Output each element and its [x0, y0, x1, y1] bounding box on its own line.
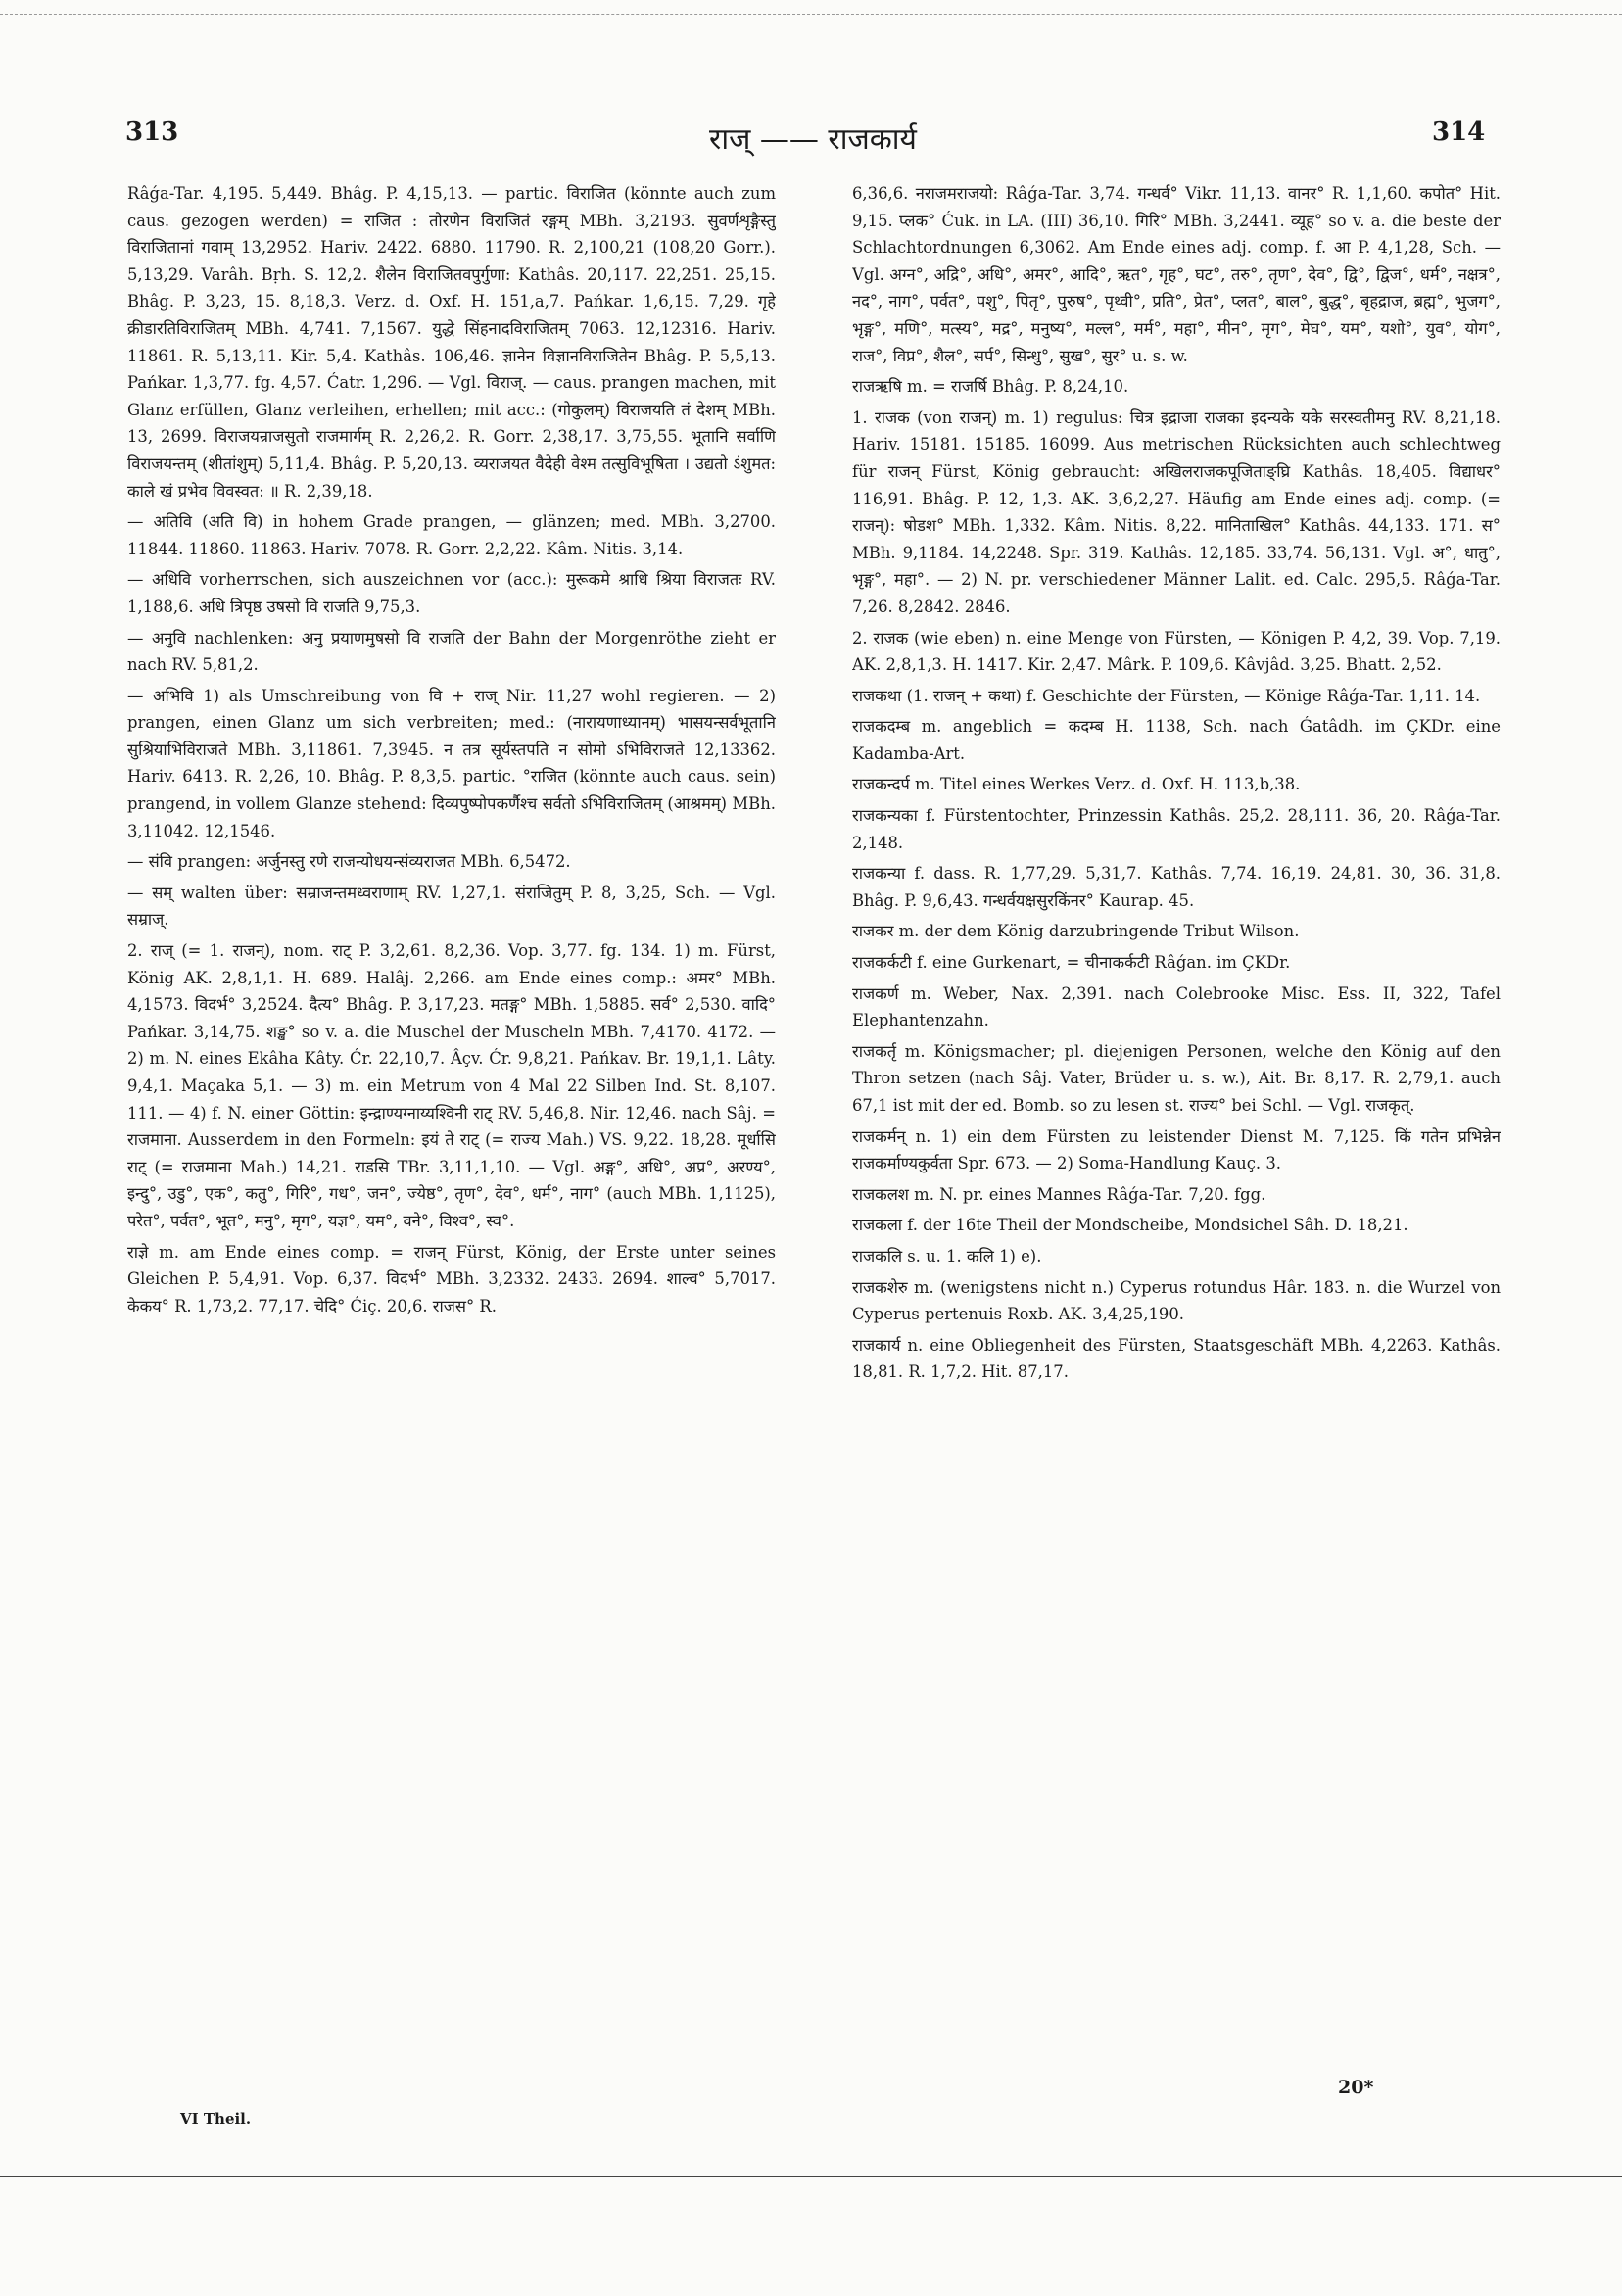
entry-paragraph: राजकन्दर्प m. Titel eines Werkes Verz. d. Oxf. H. 113,b,38.	[852, 775, 1301, 794]
entry-paragraph: Râǵa-Tar. 4,195. 5,449. Bhâg. P. 4,15,13. — partic. विराजित (könnte auch zum caus. gezogen werden) = राजित : तोरणेन विराजितं रङ्गम् MBh. 3,2193. सुवर्णशृङ्गैस्तु विराजितानां गवाम् 13,2952. Hariv. 2422. 6880. 11790. R. 2,100,21 (108,20 Gorr.). 5,13,29. Varâh. Bṛh. S. 12,2. शैलेन विराजितवपुर्गुणा: Kathâs. 20,117. 22,251. 25,15. Bhâg. P. 3,23, 15. 8,18,3. Verz. d. Oxf. H. 151,a,7. Pańkar. 1,6,15. 7,29. गृहे क्रीडारतिविराजितम् MBh. 4,741. 7,1567. युद्धे सिंहनादविराजितम् 7063. 12,12316. Hariv. 11861. R. 5,13,11. Kir. 5,4. Kathâs. 106,46. ज्ञानेन विज्ञानविराजितेन Bhâg. P. 5,5,13. Pańkar. 1,3,77. fg. 4,57. Ćatr. 1,296. — Vgl. विराज्. — caus. prangen machen, mit Glanz erfüllen, Glanz verleihen, erhellen; mit acc.: (गोकुलम्) विराजयति तं देशम् MBh. 13, 2699. विराजयन्राजसुतो राजमार्गम् R. 2,26,2. R. Gorr. 2,38,17. 3,75,55. भूतानि सर्वाणि विराजयन्तम् (शीतांशुम्) 5,11,4. Bhâg. P. 5,20,13. व्यराजयत वैदेही वेश्म तत्सुविभूषिता । उद्यतो ऽंशुमत: काले खं प्रभेव विवस्वत: ॥ R. 2,39,18.	[127, 184, 776, 501]
entry-paragraph: राजकथा (1. राजन् + कथा) f. Geschichte der Fürsten, — Könige Râǵa-Tar. 1,11. 14.	[852, 686, 1481, 705]
entry-paragraph: राजकलि s. u. 1. कलि 1) e).	[852, 1246, 1042, 1266]
entry-paragraph: — अधिवि vorherrschen, sich auszeichnen vor (acc.): मुरूकमे श्राधि श्रिया विराजतः RV. 1,188,6. अधि त्रिपृष्ठ उषसो वि राजति 9,75,3.	[127, 570, 776, 616]
running-head: राज् —— राजकार्य	[709, 122, 917, 157]
sheet-signature: 20*	[1338, 2077, 1374, 2098]
entry-paragraph: राज्ञे m. am Ende eines comp. = राजन् Fürst, König, der Erste unter seines Gleichen P. 5,4,91. Vop. 6,37. विदर्भ° MBh. 3,2332. 2433. 2694. शाल्व° 5,7017. केकय° R. 1,73,2. 77,17. चेदि° Ćiç. 20,6. राजस° R.	[127, 1242, 776, 1315]
entry-paragraph: राजकलश m. N. pr. eines Mannes Râǵa-Tar. 7,20. fgg.	[852, 1184, 1266, 1204]
left-page-number: 313	[125, 118, 179, 147]
entry-paragraph: राजकला f. der 16te Theil der Mondscheibe, Mondsichel Sâh. D. 18,21.	[852, 1216, 1408, 1235]
bottom-rule	[0, 2176, 1622, 2177]
entry-paragraph: राजकन्या f. dass. R. 1,77,29. 5,31,7. Kathâs. 7,74. 16,19. 24,81. 30, 36. 31,8. Bhâg. P. 9,6,43. गन्धर्वयक्षसुरकिंनर° Kaurap. 45.	[852, 864, 1501, 910]
entry-paragraph: राजकर्ण m. Weber, Nax. 2,391. nach Colebrooke Misc. Ess. II, 322, Tafel Elephantenzahn.	[852, 983, 1501, 1030]
entry-paragraph: राजकर्कटी f. eine Gurkenart, = चीनाकर्कटी Râǵan. im ÇKDr.	[852, 953, 1291, 973]
entry-paragraph: राजऋषि m. = राजर्षि Bhâg. P. 8,24,10.	[852, 377, 1129, 397]
entry-paragraph: — अतिवि (अति वि) in hohem Grade prangen, — glänzen; med. MBh. 3,2700. 11844. 11860. 11863. Hariv. 7078. R. Gorr. 2,2,22. Kâm. Nitis. 3,14.	[127, 512, 776, 558]
top-edge-rule	[0, 14, 1622, 15]
right-column	[852, 180, 1501, 2041]
entry-paragraph: राजकशेरु m. (wenigstens nicht n.) Cyperus rotundus Hâr. 183. n. die Wurzel von Cyperus pertenuis Roxb. AK. 3,4,25,190.	[852, 1277, 1501, 1324]
entry-paragraph: राजकर्मन् n. 1) ein dem Fürsten zu leistender Dienst M. 7,125. किं गतेन प्रभिन्नेन राजकर्माण्यकुर्वता Spr. 673. — 2) Soma-Handlung Kauç. 3.	[852, 1126, 1501, 1173]
entry-paragraph: — अनुवि nachlenken: अनु प्रयाणमुषसो वि राजति der Bahn der Morgenröthe zieht er nach RV. 5,81,2.	[127, 628, 776, 675]
volume-signature: VI Theil.	[180, 2110, 252, 2128]
left-column	[127, 180, 776, 2041]
entry-paragraph: राजकन्यका f. Fürstentochter, Prinzessin Kathâs. 25,2. 28,111. 36, 20. Râǵa-Tar. 2,148.	[852, 806, 1501, 852]
entry-paragraph: राजकर m. der dem König darzubringende Tribut Wilson.	[852, 922, 1300, 941]
entry-paragraph: 2. राजक (wie eben) n. eine Menge von Fürsten, — Königen P. 4,2, 39. Vop. 7,19. AK. 2,8,1,3. H. 1417. Kir. 2,47. Mârk. P. 109,6. Kâvjâd. 3,25. Bhatt. 2,52.	[852, 628, 1501, 675]
entry-paragraph: 1. राजक (von राजन्) m. 1) regulus: चित्र इद्राजा राजका इदन्यके यके सरस्वतीमनु RV. 8,21,18. Hariv. 15181. 15185. 16099. Aus metrischen Rücksichten auch schlechtweg für राजन् Fürst, König gebraucht: अखिलराजकपूजिताङ्घ्रि Kathâs. 18,405. विद्याधर° 116,91. Bhâg. P. 12, 1,3. AK. 3,6,2,27. Häufig am Ende eines adj. comp. (= राजन्): षोडश° MBh. 1,332. Kâm. Nitis. 8,22. मानिताखिल° Kathâs. 44,133. 171. स° MBh. 9,1184. 14,2248. Spr. 319. Kathâs. 12,185. 33,74. 56,131. Vgl. अ°, धातु°, भृङ्ग°, महा°. — 2) N. pr. verschiedener Männer Lalit. ed. Calc. 295,5. Râǵa-Tar. 7,26. 8,2842. 2846.	[852, 407, 1501, 616]
right-page-number: 314	[1432, 118, 1486, 147]
entry-paragraph: राजकर्तृ m. Königsmacher; pl. diejenigen Personen, welche den König auf den Thron setzen (nach Sâj. Vater, Brüder u. s. w.), Ait. Br. 8,17. R. 2,79,1. auch 67,1 ist mit der ed. Bomb. so zu lesen st. राज्य° bei Schl. — Vgl. राजकृत्.	[852, 1041, 1501, 1115]
entry-paragraph: राजकदम्ब m. angeblich = कदम्ब H. 1138, Sch. nach Ǵatâdh. im ÇKDr. eine Kadamba-Art.	[852, 717, 1501, 763]
entry-paragraph: — संवि prangen: अर्जुनस्तु रणे राजन्योधयन्संव्यराजत MBh. 6,5472.	[127, 852, 571, 872]
entry-paragraph: 6,36,6. नराजमराजयो: Râǵa-Tar. 3,74. गन्धर्व° Vikr. 11,13. वानर° R. 1,1,60. कपोत° Hit. 9,15. प्लक° Ćuk. in LA. (III) 36,10. गिरि° MBh. 3,2441. व्यूह° so v. a. die beste der Schlachtordnungen 6,3062. Am Ende eines adj. comp. f. आ P. 4,1,28, Sch. — Vgl. अग्न°, अद्रि°, अधि°, अमर°, आदि°, ऋत°, गृह°, घट°, तरु°, तृण°, देव°, द्वि°, द्विज°, धर्म°, नक्षत्र°, नद°, नाग°, पर्वत°, पशु°, पितृ°, पुरुष°, पृथ्वी°, प्रति°, प्रेत°, प्लत°, बाल°, बुद्ध°, बृहद्राज, ब्रह्म°, भुजग°, भृङ्ग°, मणि°, मत्स्य°, मद्र°, मनुष्य°, मल्ल°, मर्म°, महा°, मीन°, मृग°, मेघ°, यम°, यशो°, युव°, योग°, राज°, विप्र°, शैल°, सर्प°, सिन्धु°, सुख°, सुर° u. s. w.	[852, 184, 1501, 365]
page-header	[0, 118, 1622, 163]
entry-paragraph: 2. राज् (= 1. राजन्), nom. राट् P. 3,2,61. 8,2,36. Vop. 3,77. fg. 134. 1) m. Fürst, König AK. 2,8,1,1. H. 689. Halâj. 2,266. am Ende eines comp.: अमर° MBh. 4,1573. विदर्भ° 3,2524. दैत्य° Bhâg. P. 3,17,23. मतङ्ग° MBh. 1,5885. सर्व° 2,530. वादि° Pańkar. 3,14,75. शङ्ख° so v. a. die Muschel der Muscheln MBh. 7,4170. 4172. — 2) m. N. eines Ekâha Kâty. Ćr. 22,10,7. Âçv. Ćr. 9,8,21. Pańkav. Br. 19,1,1. Lâty. 9,4,1. Maçaka 5,1. — 3) m. ein Metrum von 4 Mal 22 Silben Ind. St. 8,107. 111. — 4) f. N. einer Göttin: इन्द्राण्यग्नाय्यश्विनी राट् RV. 5,46,8. Nir. 12,46. nach Sâj. = राजमाना. Ausserdem in den Formeln: इयं ते राट् (= राज्य Mah.) VS. 9,22. 18,28. मूर्धासि राट् (= राजमाना Mah.) 14,21. राडसि TBr. 3,11,1,10. — Vgl. अङ्ग°, अधि°, अप्र°, अरण्य°, इन्दु°, उडु°, एक°, कतु°, गिरि°, गध°, जन°, ज्येष्ठ°, तृण°, देव°, धर्म°, नाग° (auch MBh. 1,1125), परेत°, पर्वत°, भूत°, मनु°, मृग°, यज्ञ°, यम°, वने°, विश्व°, स्व°.	[127, 941, 776, 1230]
entry-paragraph: — सम् walten über: सम्राजन्तमध्वराणाम् RV. 1,27,1. संराजितुम् P. 8, 3,25, Sch. — Vgl. सम्राज्.	[127, 883, 776, 930]
entry-paragraph: — अभिवि 1) als Umschreibung von वि + राज् Nir. 11,27 wohl regieren. — 2) prangen, einen Glanz um sich verbreiten; med.: (नारायणाध्यानम्) भासयन्सर्वभूतानि सुश्रियाभिविराजते MBh. 3,11861. 7,3945. न तत्र सूर्यस्तपति न सोमो ऽभिविराजते 12,13362. Hariv. 6413. R. 2,26, 10. Bhâg. P. 8,3,5. partic. °राजित (könnte auch caus. sein) prangend, in vollem Glanze stehend: दिव्यपुष्पोपकर्णैश्च सर्वतो ऽभिविराजितम् (आश्रमम्) MBh. 3,11042. 12,1546.	[127, 686, 776, 840]
entry-paragraph: राजकार्य n. eine Obliegenheit des Fürsten, Staatsgeschäft MBh. 4,2263. Kathâs. 18,81. R. 1,7,2. Hit. 87,17.	[852, 1335, 1501, 1382]
